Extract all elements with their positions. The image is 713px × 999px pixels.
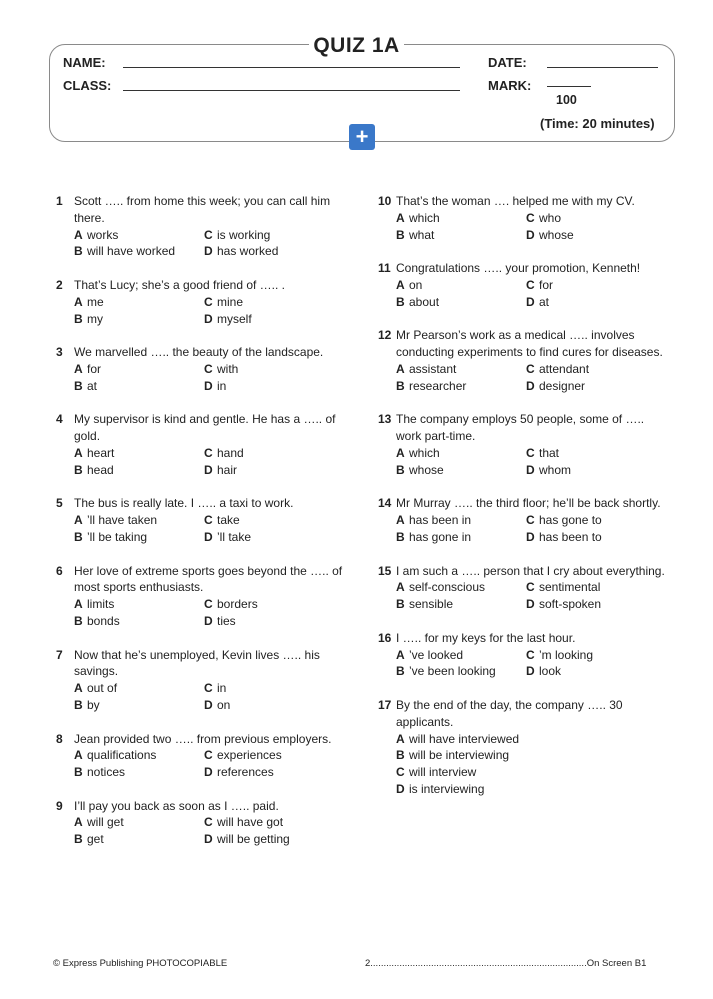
answer-option-c[interactable]	[526, 361, 656, 378]
option-letter: C	[526, 580, 535, 595]
answer-option-b[interactable]	[74, 243, 204, 260]
option-text: bonds	[87, 613, 120, 628]
name-field[interactable]	[123, 67, 460, 68]
answer-option-b[interactable]	[74, 311, 204, 328]
answer-option-b[interactable]	[74, 378, 204, 395]
question-text: Jean provided two ….. from previous employers.	[74, 731, 332, 746]
option-letter: D	[526, 227, 535, 242]
answer-option-b[interactable]	[396, 227, 526, 244]
question-number: 16	[378, 630, 392, 645]
option-letter: C	[526, 647, 535, 662]
option-text: for	[539, 277, 554, 292]
answer-option-b[interactable]	[396, 596, 526, 613]
answer-option-a[interactable]	[396, 731, 656, 748]
option-text: assistant	[409, 361, 457, 376]
option-letter: B	[396, 597, 405, 612]
answer-option-c[interactable]	[204, 814, 334, 831]
option-text: hand	[217, 445, 244, 460]
quiz-title: QUIZ 1A	[0, 34, 713, 58]
mark-label: MARK:	[488, 78, 532, 93]
option-letter: B	[396, 748, 405, 763]
option-letter: C	[526, 513, 535, 528]
question-text: The company employs 50 people, some of ….. work part-time.	[396, 412, 645, 444]
answer-option-a[interactable]	[74, 747, 204, 764]
option-letter: D	[396, 781, 405, 796]
option-letter: D	[204, 378, 213, 393]
option-text: myself	[217, 311, 252, 326]
option-letter: C	[204, 681, 213, 696]
option-letter: B	[396, 227, 405, 242]
answer-option-d[interactable]	[204, 378, 334, 395]
answer-option-c[interactable]	[204, 361, 334, 378]
option-letter: A	[74, 681, 83, 696]
answer-option-a[interactable]	[396, 361, 526, 378]
answer-option-d[interactable]	[526, 294, 656, 311]
answer-option-b[interactable]	[396, 529, 526, 546]
answer-option-c[interactable]	[526, 579, 656, 596]
question-text: By the end of the day, the company ….. 30 applicants.	[396, 697, 623, 729]
option-letter: B	[74, 613, 83, 628]
option-text: what	[409, 227, 435, 242]
question-text: I ….. for my keys for the last hour.	[396, 630, 576, 645]
option-letter: C	[204, 227, 213, 242]
question-6	[56, 563, 346, 630]
option-text: sensible	[409, 597, 454, 612]
question-number: 17	[378, 697, 392, 712]
option-letter: A	[74, 361, 83, 376]
option-letter: D	[204, 613, 213, 628]
option-letter: B	[396, 378, 405, 393]
option-letter: B	[74, 529, 83, 544]
option-letter: D	[204, 311, 213, 326]
question-number: 14	[378, 496, 392, 511]
option-letter: A	[396, 513, 405, 528]
answer-option-a[interactable]	[396, 512, 526, 529]
add-icon[interactable]: +	[349, 124, 375, 150]
option-text: heart	[87, 445, 115, 460]
option-letter: A	[396, 647, 405, 662]
question-number: 7	[56, 647, 63, 662]
mark-total: 100	[556, 93, 577, 107]
question-text: That’s the woman …. helped me with my CV.	[396, 194, 635, 208]
answer-option-a[interactable]	[396, 647, 526, 664]
answer-option-b[interactable]	[396, 294, 526, 311]
option-text: me	[87, 294, 104, 309]
answer-option-c[interactable]	[526, 277, 656, 294]
answer-option-c[interactable]	[204, 512, 334, 529]
option-text: qualifications	[87, 748, 157, 763]
option-text: on	[217, 697, 231, 712]
option-letter: B	[74, 765, 83, 780]
option-text: is interviewing	[409, 781, 485, 796]
option-text: experiences	[217, 748, 282, 763]
answer-option-c[interactable]	[204, 596, 334, 613]
question-number: 4	[56, 412, 63, 427]
answer-option-d[interactable]	[526, 529, 656, 546]
question-12	[378, 327, 668, 394]
option-text: in	[217, 378, 227, 393]
answer-option-d[interactable]	[526, 663, 656, 680]
option-letter: A	[74, 294, 83, 309]
option-letter: D	[204, 244, 213, 259]
option-letter: D	[526, 529, 535, 544]
option-text: about	[409, 294, 440, 309]
question-2	[56, 277, 346, 327]
question-number: 8	[56, 731, 63, 746]
answer-option-a[interactable]	[74, 361, 204, 378]
option-text: for	[87, 361, 102, 376]
option-text: borders	[217, 597, 258, 612]
answer-option-c[interactable]	[526, 445, 656, 462]
option-letter: D	[526, 378, 535, 393]
answer-option-b[interactable]	[396, 462, 526, 479]
answer-option-c[interactable]	[396, 764, 656, 781]
answer-option-b[interactable]	[74, 462, 204, 479]
answer-option-b[interactable]	[74, 697, 204, 714]
answer-option-a[interactable]	[74, 814, 204, 831]
option-letter: A	[74, 227, 83, 242]
answer-option-b[interactable]	[74, 764, 204, 781]
question-number: 12	[378, 328, 392, 343]
option-text: will interview	[409, 765, 477, 780]
option-text: attendant	[539, 361, 590, 376]
question-1	[56, 193, 346, 260]
question-text: That’s Lucy; she’s a good friend of ….. .	[74, 277, 286, 292]
option-letter: A	[396, 445, 405, 460]
option-letter: A	[74, 748, 83, 763]
question-4	[56, 411, 346, 478]
option-text: ’ll take	[217, 529, 252, 544]
option-text: head	[87, 462, 114, 477]
question-text: Mr Murray ….. the third floor; he’ll be back shortly.	[396, 496, 661, 511]
option-text: on	[409, 277, 423, 292]
option-letter: A	[74, 445, 83, 460]
answer-option-d[interactable]	[526, 378, 656, 395]
question-number: 11	[378, 261, 391, 276]
question-text: I am such a ….. person that I cry about everything.	[396, 563, 665, 578]
option-letter: C	[204, 294, 213, 309]
option-letter: D	[204, 697, 213, 712]
question-8	[56, 731, 346, 781]
question-10	[378, 193, 668, 243]
option-letter: B	[396, 462, 405, 477]
option-text: will be interviewing	[409, 748, 510, 763]
option-text: will have interviewed	[409, 731, 520, 746]
option-text: has been to	[539, 529, 602, 544]
option-letter: A	[396, 361, 405, 376]
option-text: whose	[539, 227, 574, 242]
questions-right-column	[378, 193, 668, 814]
question-number: 3	[56, 345, 63, 360]
answer-option-a[interactable]	[396, 579, 526, 596]
option-text: mine	[217, 294, 244, 309]
answer-option-a[interactable]	[74, 294, 204, 311]
answer-option-c[interactable]	[526, 647, 656, 664]
option-text: self-conscious	[409, 580, 486, 595]
answer-option-b[interactable]	[396, 663, 526, 680]
answer-option-b[interactable]	[74, 831, 204, 848]
option-text: at	[539, 294, 550, 309]
answer-option-d[interactable]	[204, 529, 334, 546]
answer-option-d[interactable]	[526, 227, 656, 244]
answer-option-a[interactable]	[74, 512, 204, 529]
answer-option-a[interactable]	[396, 445, 526, 462]
answer-option-d[interactable]	[204, 311, 334, 328]
option-text: who	[539, 210, 562, 225]
question-11	[378, 260, 668, 310]
question-number: 2	[56, 277, 63, 292]
date-field[interactable]	[547, 67, 658, 68]
option-text: in	[217, 681, 227, 696]
class-field[interactable]	[123, 90, 460, 91]
question-text: The bus is really late. I ….. a taxi to work.	[74, 496, 294, 511]
questions-left-column	[56, 193, 346, 865]
answer-option-a[interactable]	[74, 227, 204, 244]
answer-option-d[interactable]	[204, 462, 334, 479]
answer-option-c[interactable]	[204, 747, 334, 764]
option-letter: C	[526, 210, 535, 225]
option-text: at	[87, 378, 98, 393]
question-13	[378, 411, 668, 478]
option-letter: C	[204, 361, 213, 376]
option-text: references	[217, 765, 274, 780]
option-letter: C	[526, 445, 535, 460]
option-text: that	[539, 445, 560, 460]
question-number: 15	[378, 563, 392, 578]
option-letter: A	[396, 210, 405, 225]
option-text: has gone to	[539, 513, 602, 528]
option-text: hair	[217, 462, 238, 477]
option-text: out of	[87, 681, 118, 696]
answer-option-a[interactable]	[396, 210, 526, 227]
question-17	[378, 697, 668, 798]
option-letter: D	[526, 597, 535, 612]
option-text: soft-spoken	[539, 597, 602, 612]
option-text: whose	[409, 462, 444, 477]
answer-option-c[interactable]	[204, 445, 334, 462]
option-text: has gone in	[409, 529, 472, 544]
answer-option-c[interactable]	[204, 294, 334, 311]
option-letter: A	[74, 597, 83, 612]
option-letter: B	[74, 311, 83, 326]
option-letter: B	[74, 462, 83, 477]
option-text: designer	[539, 378, 586, 393]
option-letter: D	[204, 529, 213, 544]
option-text: will have worked	[87, 244, 176, 259]
question-text: Now that he’s unemployed, Kevin lives ….. his savings.	[74, 647, 320, 679]
question-number: 6	[56, 563, 63, 578]
option-letter: D	[204, 765, 213, 780]
option-text: researcher	[409, 378, 467, 393]
option-letter: D	[526, 664, 535, 679]
option-text: with	[217, 361, 239, 376]
option-text: limits	[87, 597, 115, 612]
answer-option-d[interactable]	[526, 596, 656, 613]
answer-option-a[interactable]	[396, 277, 526, 294]
answer-option-d[interactable]	[204, 613, 334, 630]
option-letter: B	[74, 697, 83, 712]
question-number: 10	[378, 194, 392, 208]
option-letter: D	[204, 462, 213, 477]
option-text: ’ve been looking	[409, 664, 496, 679]
option-text: ’ve looked	[409, 647, 464, 662]
question-text: Congratulations ….. your promotion, Kenneth!	[396, 261, 641, 276]
answer-option-d[interactable]	[204, 697, 334, 714]
option-letter: C	[204, 445, 213, 460]
answer-option-c[interactable]	[204, 680, 334, 697]
question-5	[56, 495, 346, 545]
option-text: take	[217, 513, 240, 528]
option-letter: C	[204, 815, 213, 830]
option-text: will be getting	[217, 832, 290, 847]
footer-page: 2..................................................................................On Screen B1	[365, 958, 647, 969]
answer-option-a[interactable]	[74, 680, 204, 697]
option-letter: C	[396, 765, 405, 780]
option-letter: D	[204, 832, 213, 847]
option-letter: D	[526, 462, 535, 477]
answer-option-d[interactable]	[396, 781, 656, 798]
question-text: We marvelled ….. the beauty of the landscape.	[74, 345, 324, 360]
option-letter: B	[74, 378, 83, 393]
answer-option-d[interactable]	[204, 764, 334, 781]
answer-option-b[interactable]	[74, 613, 204, 630]
option-text: ’m looking	[539, 647, 594, 662]
option-letter: A	[396, 277, 405, 292]
class-label: CLASS:	[63, 78, 112, 93]
question-text: My supervisor is kind and gentle. He has a ….. of gold.	[74, 412, 336, 444]
option-text: by	[87, 697, 100, 712]
option-text: whom	[539, 462, 572, 477]
option-letter: B	[396, 529, 405, 544]
option-text: which	[409, 445, 440, 460]
answer-option-a[interactable]	[74, 596, 204, 613]
option-text: ties	[217, 613, 236, 628]
date-label: DATE:	[488, 55, 527, 70]
answer-option-b[interactable]	[396, 378, 526, 395]
option-letter: A	[396, 731, 405, 746]
time-limit: (Time: 20 minutes)	[540, 116, 655, 131]
mark-field[interactable]	[547, 86, 591, 87]
option-letter: C	[526, 361, 535, 376]
option-letter: C	[526, 277, 535, 292]
question-text: I’ll pay you back as soon as I ….. paid.	[74, 798, 279, 813]
option-letter: A	[396, 580, 405, 595]
question-text: Mr Pearson’s work as a medical ….. involves conducting experiments to find cures for diseases.	[396, 328, 663, 360]
option-text: has worked	[217, 244, 279, 259]
option-letter: D	[526, 294, 535, 309]
answer-option-d[interactable]	[204, 243, 334, 260]
question-number: 5	[56, 496, 63, 511]
option-text: ’ll have taken	[87, 513, 158, 528]
option-text: is working	[217, 227, 271, 242]
answer-option-d[interactable]	[204, 831, 334, 848]
option-letter: C	[204, 597, 213, 612]
answer-option-d[interactable]	[526, 462, 656, 479]
answer-option-c[interactable]	[526, 512, 656, 529]
question-14	[378, 495, 668, 545]
option-letter: B	[74, 244, 83, 259]
option-text: will get	[87, 815, 124, 830]
footer-copyright: © Express Publishing PHOTOCOPIABLE	[53, 958, 228, 969]
option-text: look	[539, 664, 562, 679]
answer-option-b[interactable]	[396, 747, 656, 764]
question-3	[56, 344, 346, 394]
option-text: works	[87, 227, 119, 242]
option-letter: B	[396, 294, 405, 309]
answer-option-c[interactable]	[204, 227, 334, 244]
question-text: Her love of extreme sports goes beyond the ….. of most sports enthusiasts.	[74, 563, 343, 595]
question-text: Scott ….. from home this week; you can call him there.	[74, 194, 331, 225]
option-letter: A	[74, 815, 83, 830]
question-number: 9	[56, 798, 63, 813]
answer-option-c[interactable]	[526, 210, 656, 227]
option-text: sentimental	[539, 580, 601, 595]
question-7	[56, 647, 346, 714]
question-16	[378, 630, 668, 680]
option-text: ’ll be taking	[87, 529, 148, 544]
name-label: NAME:	[63, 55, 106, 70]
option-letter: C	[204, 513, 213, 528]
option-text: notices	[87, 765, 126, 780]
option-letter: C	[204, 748, 213, 763]
question-number: 13	[378, 412, 392, 427]
option-letter: A	[74, 513, 83, 528]
option-text: my	[87, 311, 103, 326]
answer-option-b[interactable]	[74, 529, 204, 546]
option-letter: B	[396, 664, 405, 679]
option-text: has been in	[409, 513, 472, 528]
question-9	[56, 798, 346, 848]
answer-option-a[interactable]	[74, 445, 204, 462]
option-text: will have got	[217, 815, 284, 830]
option-letter: B	[74, 832, 83, 847]
option-text: get	[87, 832, 104, 847]
question-15	[378, 563, 668, 613]
option-text: which	[409, 210, 440, 225]
question-number: 1	[56, 194, 63, 208]
